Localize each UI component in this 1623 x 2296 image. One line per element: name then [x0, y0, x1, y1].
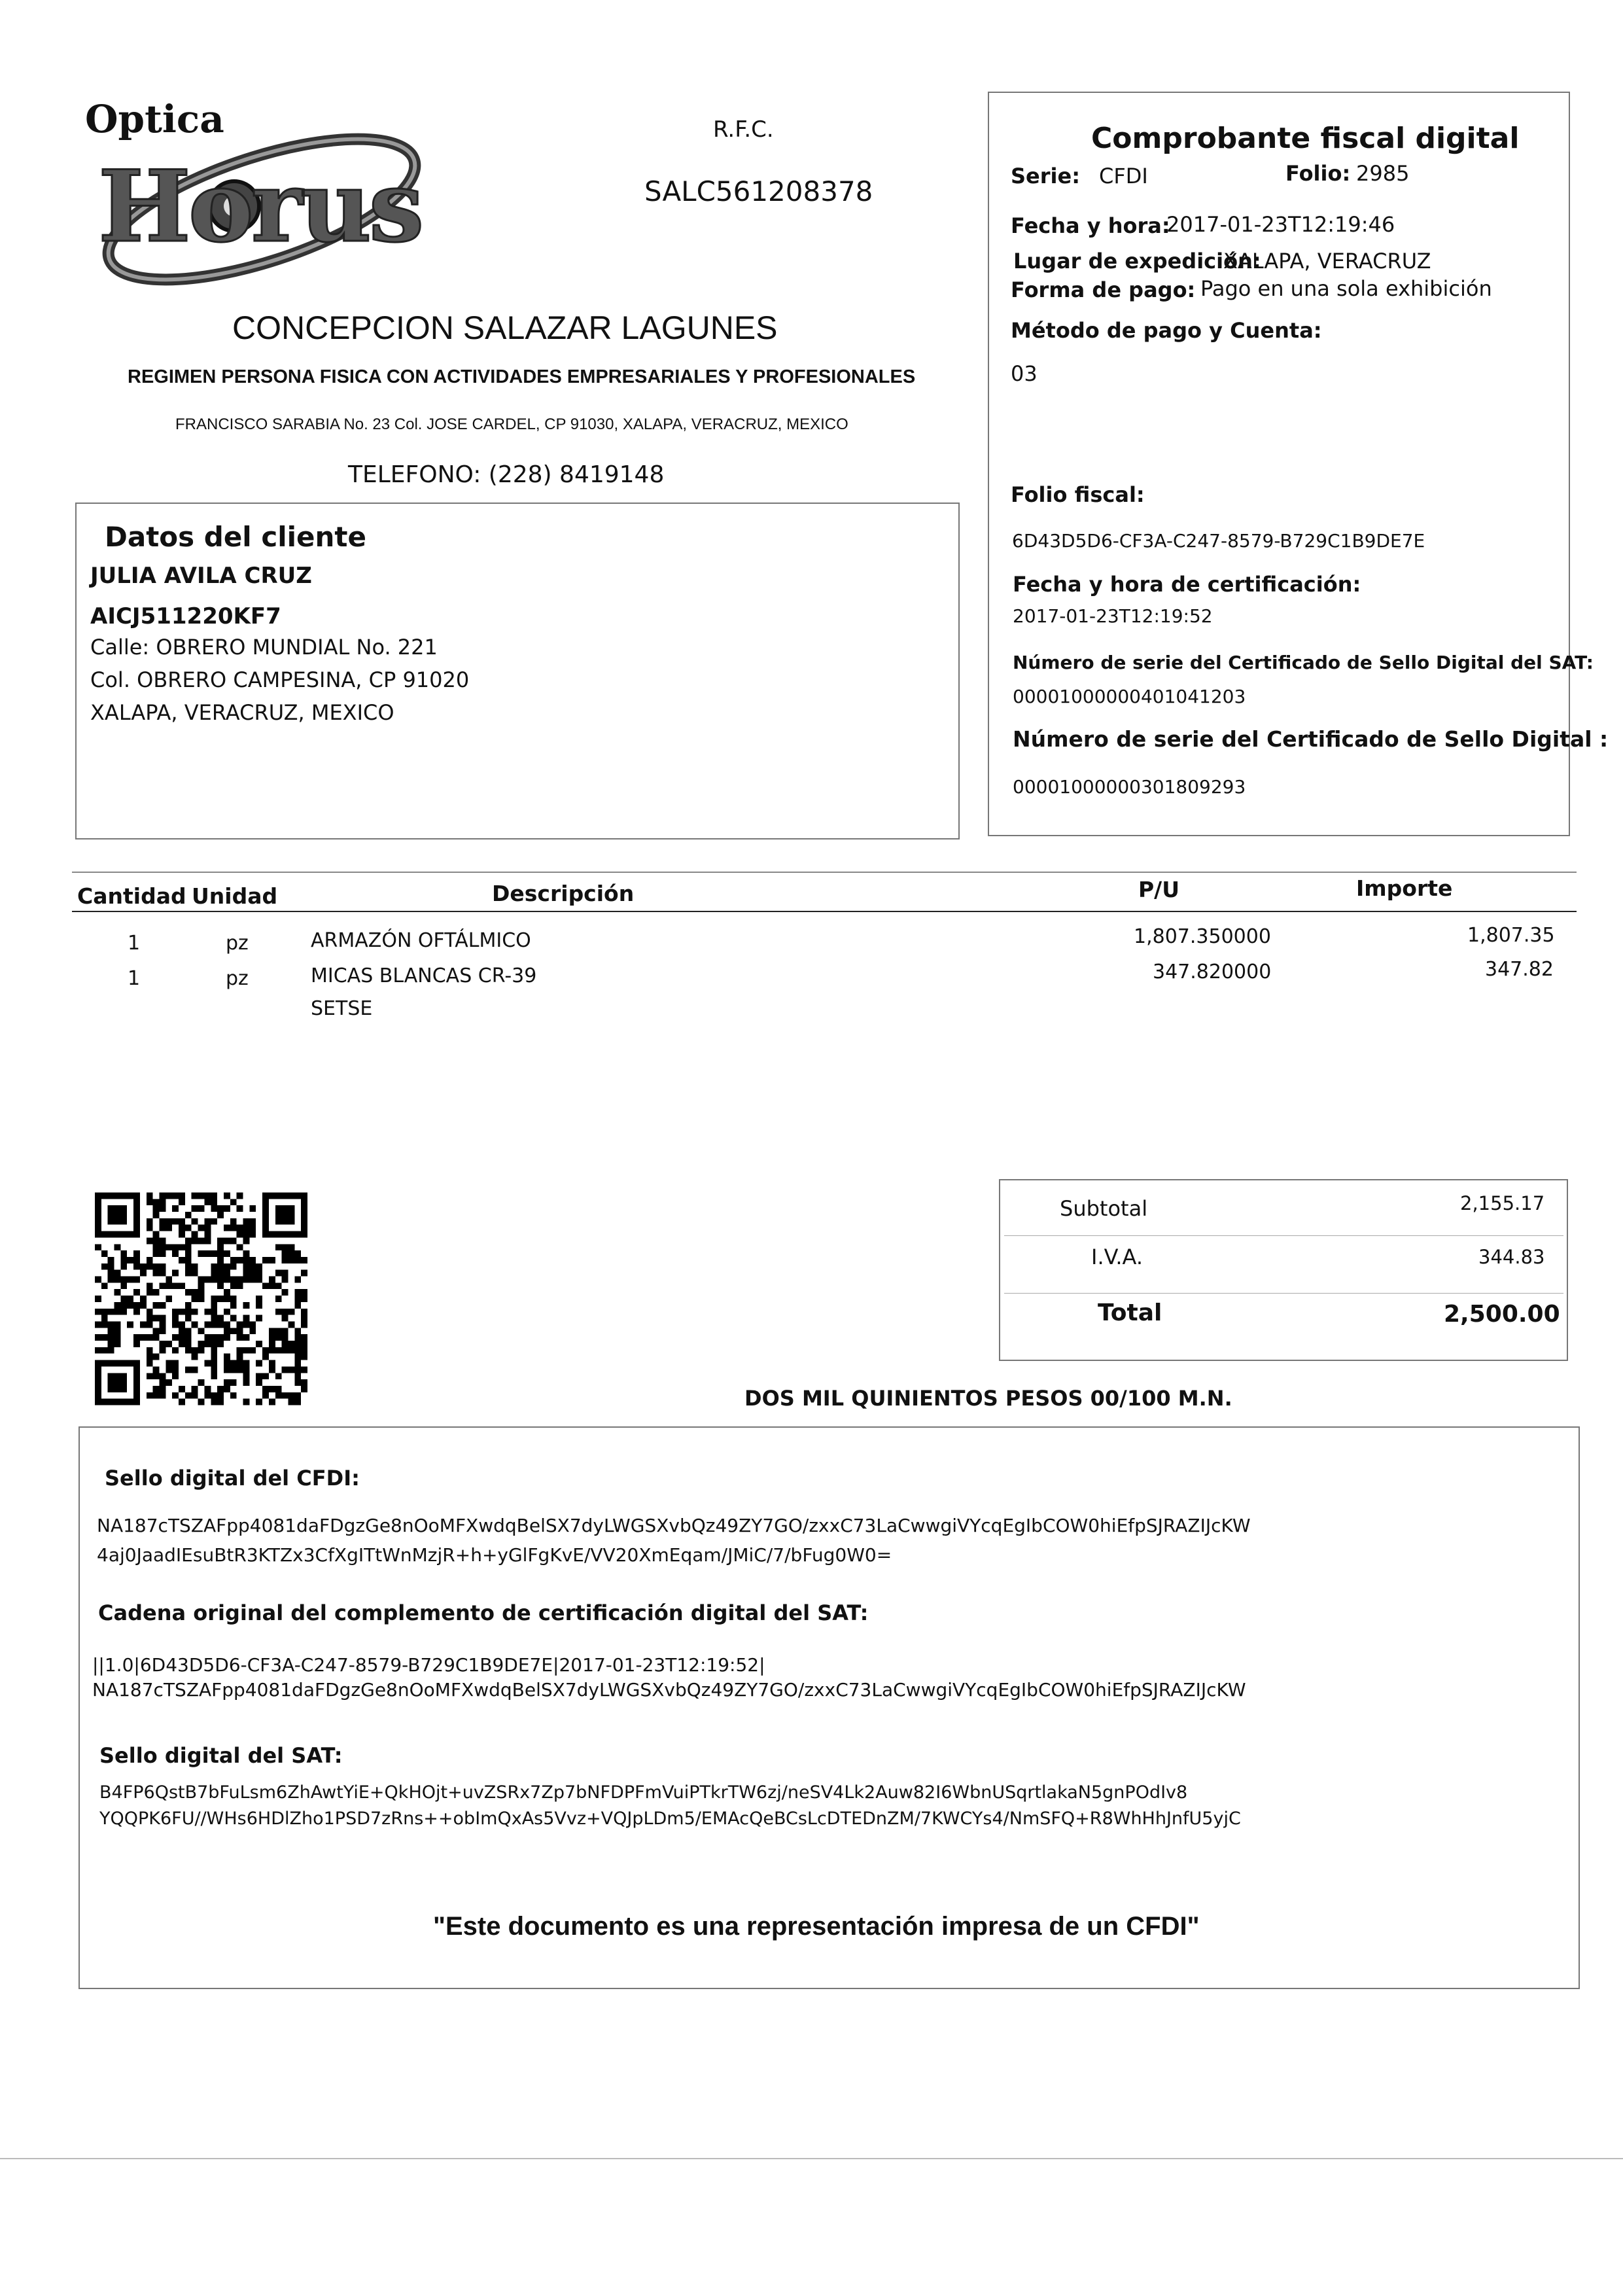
- header-cantidad: Cantidad: [77, 883, 186, 909]
- metodo-pago-label: Método de pago y Cuenta:: [1011, 318, 1322, 343]
- cadena-original-line-1: ||1.0|6D43D5D6-CF3A-C247-8579-B729C1B9DE7E|2017-01-23T12:19:52|: [92, 1654, 765, 1676]
- logo-horus-text: Horus: [98, 149, 422, 264]
- client-colony: Col. OBRERO CAMPESINA, CP 91020: [90, 667, 470, 692]
- fecha-label: Fecha y hora:: [1011, 213, 1170, 238]
- qr-code: [95, 1191, 307, 1407]
- iva-value: 344.83: [1478, 1246, 1545, 1268]
- row-1-cantidad: 1: [128, 932, 141, 955]
- row-1-unidad: pz: [226, 932, 249, 955]
- folio-fiscal-label: Folio fiscal:: [1011, 482, 1145, 507]
- seals-box: [79, 1426, 1580, 1989]
- sello-sat-label: Sello digital del SAT:: [99, 1743, 343, 1768]
- client-street: Calle: OBRERO MUNDIAL No. 221: [90, 635, 438, 660]
- cadena-original-label: Cadena original del complemento de certificación digital del SAT:: [98, 1600, 869, 1625]
- row-2-descripcion: MICAS BLANCAS CR-39: [311, 964, 537, 987]
- client-title: Datos del cliente: [105, 521, 366, 553]
- subtotal-value: 2,155.17: [1460, 1192, 1545, 1214]
- header-unidad: Unidad: [192, 883, 278, 909]
- table-top-rule: [72, 872, 1577, 873]
- fecha-value: 2017-01-23T12:19:46: [1166, 212, 1395, 237]
- issuer-phone: TELEFONO: (228) 8419148: [348, 461, 665, 488]
- folio-label: Folio:: [1285, 161, 1351, 186]
- fiscal-data-box: [988, 92, 1570, 836]
- certificado-sat-value: 00001000000401041203: [1013, 686, 1246, 707]
- client-name: JULIA AVILA CRUZ: [90, 563, 312, 589]
- totals-divider: [1004, 1235, 1563, 1236]
- totals-divider: [1004, 1293, 1563, 1294]
- header-importe: Importe: [1356, 875, 1453, 901]
- row-2-cantidad: 1: [128, 967, 141, 990]
- certificado-csd-value: 00001000000301809293: [1013, 776, 1246, 798]
- forma-pago-value: Pago en una sola exhibición: [1200, 276, 1492, 301]
- row-2-descripcion-extra: SETSE: [311, 997, 373, 1020]
- client-city: XALAPA, VERACRUZ, MEXICO: [90, 700, 394, 725]
- folio-value: 2985: [1356, 161, 1410, 186]
- lugar-value: XALAPA, VERACRUZ: [1223, 249, 1431, 274]
- cfdi-legend: "Este documento es una representación impresa de un CFDI": [433, 1912, 1200, 1941]
- row-2-importe: 347.82: [1485, 958, 1554, 981]
- issuer-rfc-label: R.F.C.: [713, 116, 774, 143]
- cadena-original-line-2: NA187cTSZAFpp4081daFDgzGe8nOoMFXwdqBelSX7dyLWGSXvbQz49ZY7GO/zxxC73LaCwwgiVYcqEgIbCOW0hiEfpSJRAZIJcKW: [92, 1679, 1246, 1701]
- page-bottom-rule: [0, 2158, 1623, 2159]
- issuer-name: CONCEPCION SALAZAR LAGUNES: [232, 309, 778, 346]
- fecha-certificacion-label: Fecha y hora de certificación:: [1013, 572, 1361, 597]
- sello-cfdi-line-1: NA187cTSZAFpp4081daFDgzGe8nOoMFXwdqBelSX7dyLWGSXvbQz49ZY7GO/zxxC73LaCwwgiVYcqEgIbCOW0hiEfpSJRAZIJcKW: [97, 1515, 1251, 1536]
- sello-sat-line-2: YQQPK6FU//WHs6HDlZho1PSD7zRns++obImQxAs5Vvz+VQJpLDm5/EMAcQeBCsLcDTEDnZM/7KWCYs4/NmSFQ+R8WhHhJnfU5yjC: [99, 1809, 1241, 1829]
- certificado-sat-label: Número de serie del Certificado de Sello Digital del SAT:: [1013, 652, 1594, 673]
- row-2-unidad: pz: [226, 967, 249, 990]
- serie-value: CFDI: [1099, 164, 1148, 188]
- row-1-importe: 1,807.35: [1467, 924, 1555, 947]
- total-value: 2,500.00: [1444, 1301, 1560, 1328]
- row-2-pu: 347.820000: [1153, 961, 1272, 983]
- serie-label: Serie:: [1011, 164, 1080, 188]
- folio-fiscal-value: 6D43D5D6-CF3A-C247-8579-B729C1B9DE7E: [1012, 530, 1425, 552]
- metodo-pago-value: 03: [1011, 361, 1038, 386]
- sello-cfdi-label: Sello digital del CFDI:: [105, 1466, 360, 1491]
- amount-in-words: DOS MIL QUINIENTOS PESOS 00/100 M.N.: [744, 1386, 1232, 1411]
- iva-label: I.V.A.: [1091, 1245, 1143, 1269]
- sello-cfdi-line-2: 4aj0JaadIEsuBtR3KTZx3CfXgITtWnMzjR+h+yGlFgKvE/VV20XmEqam/JMiC/7/bFug0W0=: [97, 1544, 892, 1566]
- lugar-label: Lugar de expedición:: [1013, 249, 1261, 274]
- forma-pago-label: Forma de pago:: [1011, 277, 1196, 302]
- header-descripcion: Descripción: [492, 881, 635, 906]
- row-1-pu: 1,807.350000: [1134, 925, 1271, 948]
- issuer-regime: REGIMEN PERSONA FISICA CON ACTIVIDADES EMPRESARIALES Y PROFESIONALES: [128, 366, 916, 387]
- issuer-rfc: SALC561208378: [644, 175, 873, 207]
- issuer-address: FRANCISCO SARABIA No. 23 Col. JOSE CARDEL, CP 91030, XALAPA, VERACRUZ, MEXICO: [175, 415, 848, 433]
- fecha-certificacion-value: 2017-01-23T12:19:52: [1013, 605, 1213, 627]
- row-1-descripcion: ARMAZÓN OFTÁLMICO: [311, 929, 531, 952]
- client-rfc: AICJ511220KF7: [90, 603, 281, 629]
- certificado-csd-label: Número de serie del Certificado de Sello Digital :: [1013, 726, 1609, 752]
- table-header-rule: [72, 911, 1577, 912]
- header-pu: P/U: [1138, 877, 1180, 902]
- logo-optica-text: Optica: [85, 97, 224, 141]
- subtotal-label: Subtotal: [1060, 1196, 1148, 1221]
- total-label: Total: [1098, 1299, 1162, 1326]
- fiscal-title: Comprobante fiscal digital: [1091, 122, 1520, 155]
- sello-sat-line-1: B4FP6QstB7bFuLsm6ZhAwtYiE+QkHOjt+uvZSRx7Zp7bNFDPFmVuiPTkrTW6zj/neSV4Lk2Auw82I6WbnUSqrtlakaN5gnPOdIv8: [99, 1782, 1188, 1803]
